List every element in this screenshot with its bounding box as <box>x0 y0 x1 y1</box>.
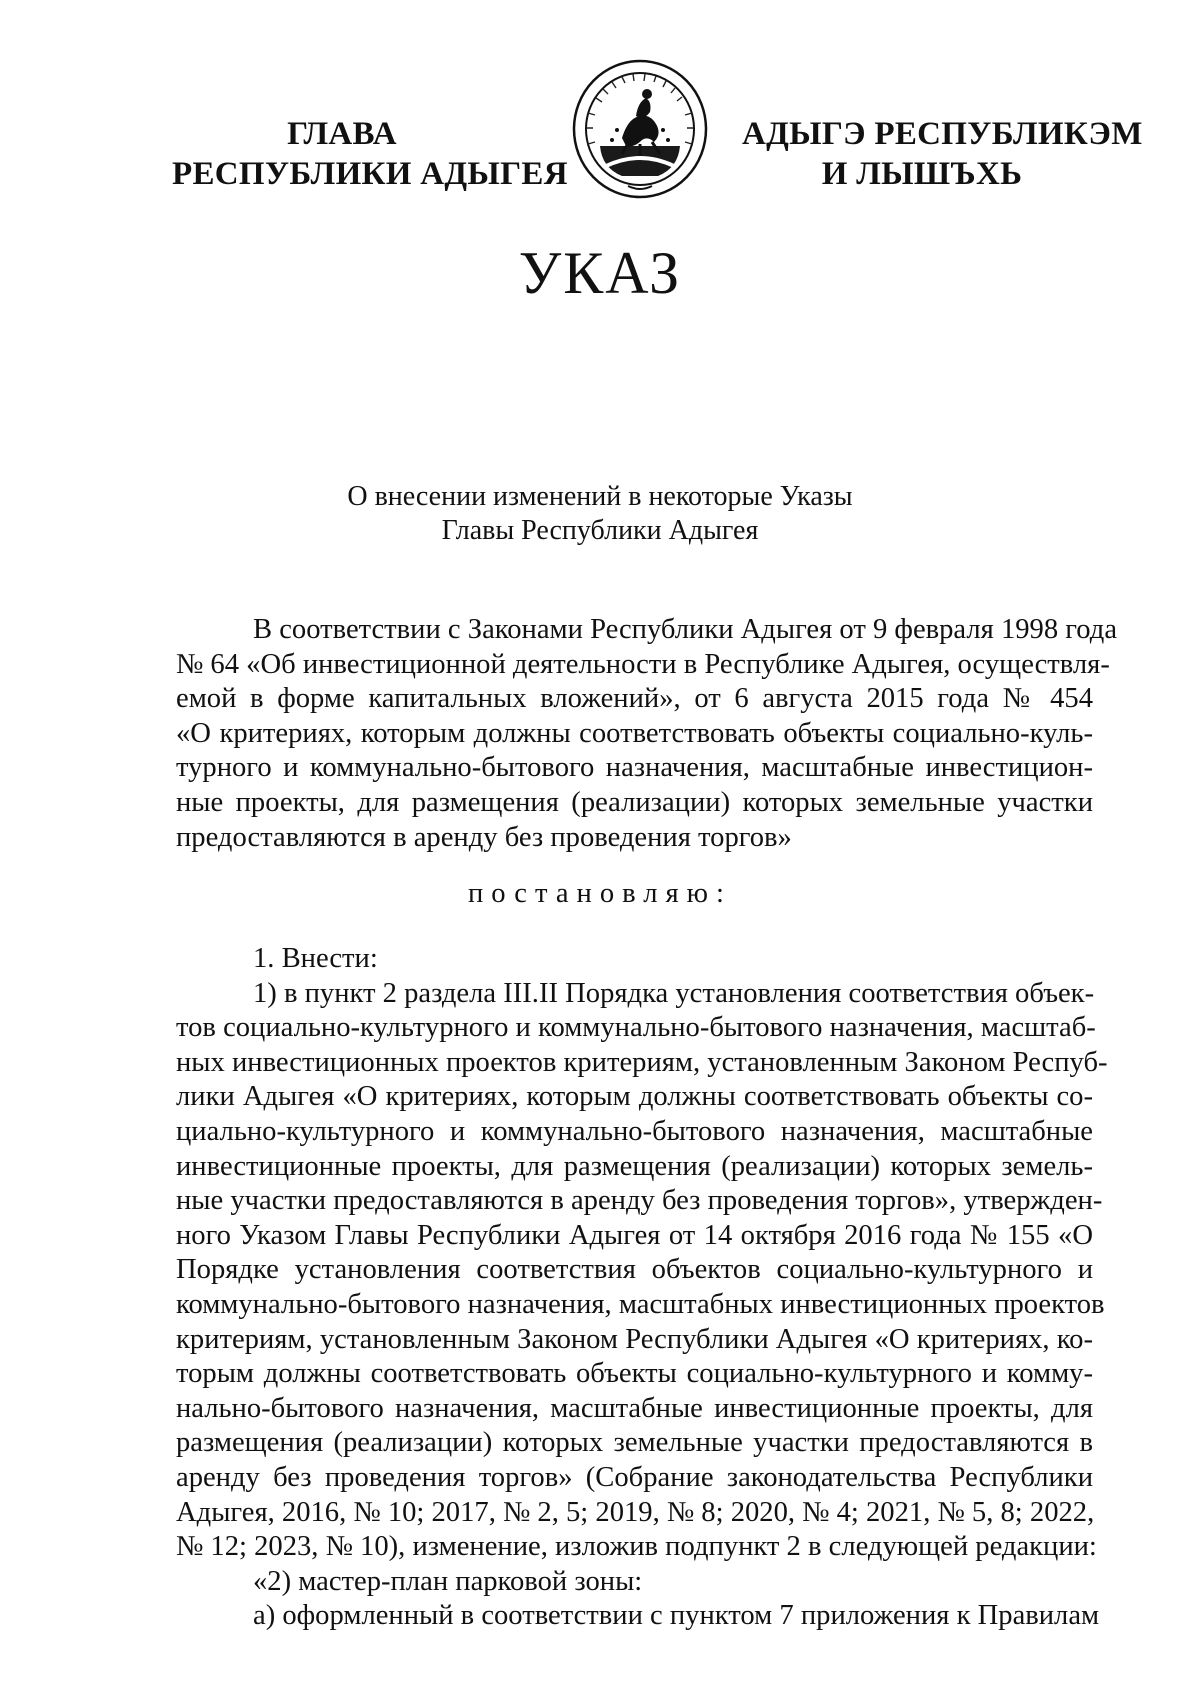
header-right-line-1: АДЫГЭ РЕСПУБЛИКЭМ <box>742 116 1143 152</box>
subitem-line: инвестиционные проекты, для размещения (реализации) которых земель- <box>176 1150 1093 1182</box>
subitem-line: ные участки предоставляются в аренду без проведения торгов», утвержден- <box>176 1185 1103 1217</box>
subitem-line: аренду без проведения торгов» (Собрание законодательства Республики <box>176 1461 1093 1493</box>
header-left-line-2: РЕСПУБЛИКИ АДЫГЕЯ <box>172 156 568 192</box>
preamble-line: В соответствии с Законами Республики Адыгея от 9 февраля 1998 года <box>253 614 1118 645</box>
subitem-line: коммунально-бытового назначения, масштабных инвестиционных проектов <box>176 1288 1105 1320</box>
header-left-line-1: ГЛАВА <box>287 116 397 152</box>
quote-line: «2) мастер-план парковой зоны: <box>253 1565 643 1597</box>
header-right-line-2: И ЛЫШЪХЬ <box>821 156 1023 192</box>
document-subject <box>0 480 1200 548</box>
subitem-line: тов социально-культурного и коммунально-бытового назначения, масштаб- <box>176 1012 1096 1044</box>
preamble-line: ные проекты, для размещения (реализации) которых земельные участки <box>176 786 1093 818</box>
coat-of-arms-emblem <box>570 58 710 200</box>
preamble-line: предоставляются в аренду без проведения торгов» <box>176 821 792 853</box>
preamble-paragraph <box>176 613 1118 855</box>
item-1-heading: 1. Внести: <box>253 943 378 974</box>
preamble-line: «О критериях, которым должны соответствовать объекты социально-куль- <box>176 717 1093 749</box>
subject-line-1: О внесении изменений в некоторые Указы <box>347 481 853 512</box>
decree-word: постановляю: <box>468 878 732 909</box>
quote-line: а) оформленный в соответствии с пунктом 7 приложения к Правилам <box>253 1600 1100 1632</box>
document-title: УКАЗ <box>518 240 682 306</box>
header-left-authority <box>172 114 568 194</box>
subitem-line: нально-бытового назначения, масштабные инвестиционные проекты, для <box>176 1392 1093 1424</box>
header-right-authority <box>742 114 1143 194</box>
emblem-icon <box>570 58 710 200</box>
subitem-line: циально-культурного и коммунально-бытового назначения, масштабные <box>176 1115 1093 1147</box>
subitem-line: ного Указом Главы Республики Адыгея от 14 октября 2016 года № 155 «О <box>176 1219 1093 1251</box>
subitem-line: 1) в пункт 2 раздела III.II Порядка установления соответствия объек- <box>253 977 1095 1009</box>
subitem-line: критериям, установленным Законом Республики Адыгея «О критериях, ко- <box>176 1323 1093 1355</box>
operative-section <box>176 942 1108 1634</box>
subitem-line: № 12; 2023, № 10), изменение, изложив подпункт 2 в следующей редакции: <box>176 1531 1097 1563</box>
subitem-line: Адыгея, 2016, № 10; 2017, № 2, 5; 2019, № 8; 2020, № 4; 2021, № 5, 8; 2022, <box>176 1496 1095 1528</box>
subitem-line: ных инвестиционных проектов критериям, установленным Законом Респуб- <box>176 1046 1108 1078</box>
preamble-line: емой в форме капитальных вложений», от 6 августа 2015 года № 454 <box>176 683 1093 715</box>
subitem-line: Порядке установления соответствия объектов социально-культурного и <box>176 1254 1093 1286</box>
subitem-line: торым должны соответствовать объекты социально-культурного и комму- <box>176 1358 1093 1390</box>
subitem-line: размещения (реализации) которых земельные участки предоставляются в <box>176 1427 1093 1459</box>
subitem-line: лики Адыгея «О критериях, которым должны соответствовать объекты со- <box>176 1081 1093 1113</box>
preamble-line: турного и коммунально-бытового назначения, масштабные инвестицион- <box>176 752 1093 784</box>
preamble-line: № 64 «Об инвестиционной деятельности в Республике Адыгея, осуществля- <box>176 648 1110 680</box>
subject-line-2: Главы Республики Адыгея <box>441 515 759 546</box>
